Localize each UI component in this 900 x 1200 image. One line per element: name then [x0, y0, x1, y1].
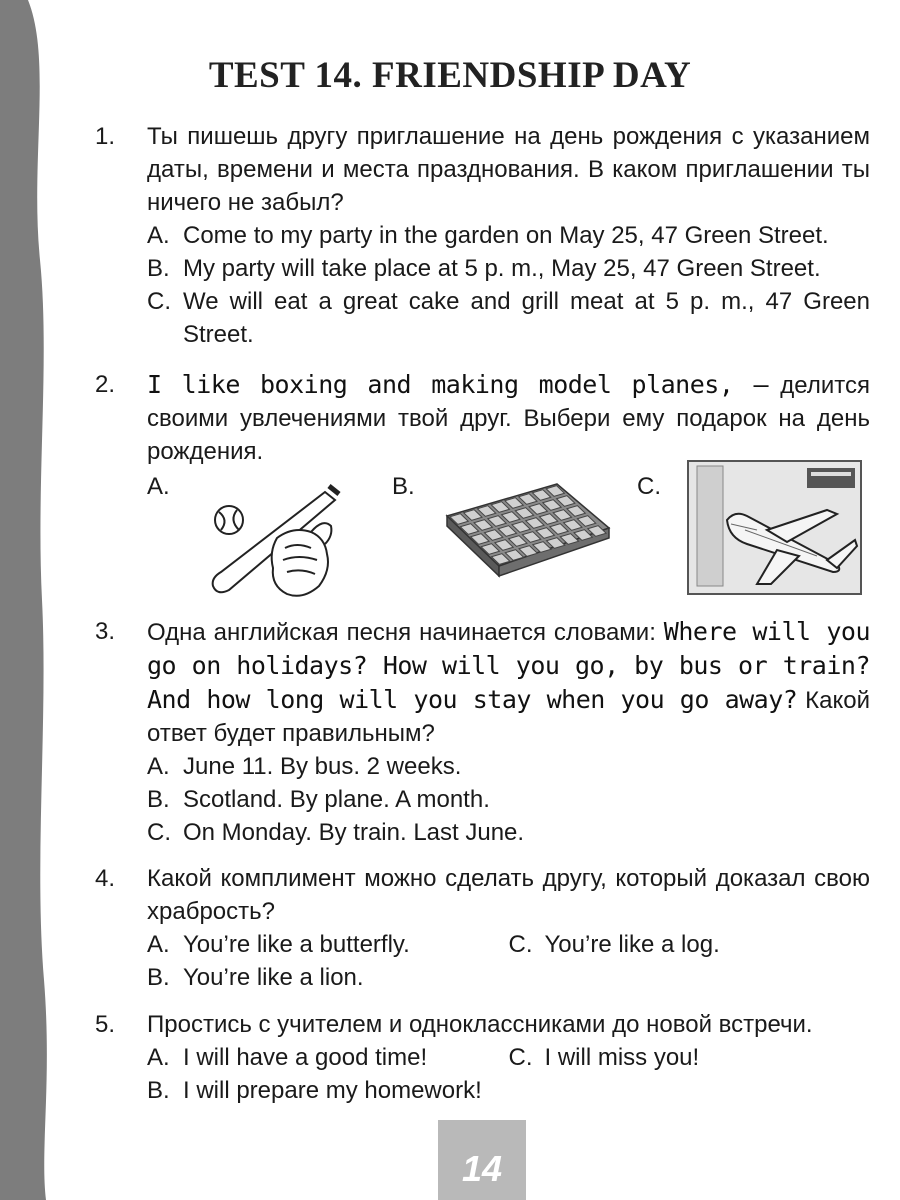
answer-option-c[interactable]	[147, 285, 870, 351]
side-band	[0, 0, 70, 1200]
model-plane-kit-image[interactable]	[687, 460, 862, 595]
page-title: TEST 14. FRIENDSHIP DAY	[208, 55, 692, 96]
question-text	[147, 615, 870, 750]
option-text: June 11. By bus. 2 weeks.	[183, 753, 462, 780]
option-text: You’re like a lion.	[183, 964, 364, 991]
question-number: 4.	[95, 865, 116, 892]
question-4	[95, 862, 870, 994]
question-text: Ты пишешь другу приглашение на день рождения с указанием даты, времени и места празднования. В каком приглашении ты ничего не забыл?	[147, 123, 870, 216]
answer-option-b[interactable]	[147, 961, 870, 994]
option-text: Scotland. By plane. A month.	[183, 786, 490, 813]
page-number: 14	[461, 1148, 503, 1189]
question-number: 2.	[95, 371, 116, 398]
page-number-box	[438, 1120, 526, 1200]
option-letter: B.	[147, 786, 170, 813]
option-letter: A.	[147, 753, 170, 780]
quote-text: I like boxing and making model planes, —	[147, 370, 769, 399]
question-number: 5.	[95, 1011, 116, 1038]
option-text: My party will take place at 5 p. m., May 25, 47 Green Street.	[183, 255, 821, 282]
answer-option-c[interactable]	[509, 1041, 871, 1074]
quote-text: Where will you go on holidays? How will you go, by bus or train? And how long will you stay when you go away?	[147, 617, 871, 714]
option-letter-b: B.	[392, 473, 415, 500]
question-text-after: Какой ответ будет правильным?	[147, 687, 870, 747]
answer-option-a[interactable]	[147, 750, 870, 783]
answer-option-c[interactable]	[509, 928, 871, 961]
chocolate-bar-image[interactable]	[437, 476, 617, 581]
option-letter: A.	[147, 931, 170, 958]
question-text-rest: делится своими увлечениями твой друг. Выбери ему подарок на день рождения.	[147, 372, 870, 465]
option-text: I will miss you!	[544, 1044, 700, 1071]
answer-option-c[interactable]	[147, 816, 870, 849]
question-number: 1.	[95, 123, 116, 150]
question-text: Простись с учителем и одноклассниками до новой встречи.	[147, 1011, 813, 1038]
answer-option-a[interactable]	[147, 1041, 509, 1074]
option-letter: C.	[147, 288, 171, 315]
option-letter: A.	[147, 1044, 170, 1071]
option-letter: B.	[147, 1077, 170, 1104]
answer-option-a[interactable]	[147, 928, 509, 961]
image-options	[147, 470, 870, 610]
option-letter: C.	[508, 931, 533, 958]
question-2	[95, 368, 870, 610]
option-letter-a: A.	[147, 473, 170, 500]
option-letter: C.	[147, 819, 171, 846]
answer-option-b[interactable]	[147, 1074, 870, 1107]
question-3	[95, 615, 870, 849]
option-text: You’re like a log.	[544, 931, 720, 958]
question-number: 3.	[95, 618, 116, 645]
option-letter: C.	[508, 1044, 533, 1071]
option-letter: B.	[147, 255, 170, 282]
baseball-bat-ball-glove-image[interactable]	[207, 478, 357, 603]
option-text: You’re like a butterfly.	[183, 931, 410, 958]
option-text: Come to my party in the garden on May 25, 47 Green Street.	[183, 222, 829, 249]
option-text: I will prepare my homework!	[183, 1077, 482, 1104]
question-1	[95, 120, 870, 351]
option-letter: A.	[147, 222, 170, 249]
option-text: We will eat a great cake and grill meat at 5 p. m., 47 Green Street.	[183, 288, 870, 348]
option-letter: B.	[147, 964, 170, 991]
question-text: Какой комплимент можно сделать другу, который доказал свою храбрость?	[147, 865, 870, 925]
question-5	[95, 1008, 870, 1107]
question-text-before: Одна английская песня начинается словами:	[147, 619, 664, 646]
option-text: On Monday. By train. Last June.	[183, 819, 525, 846]
option-letter-c: C.	[637, 473, 661, 500]
question-text	[147, 368, 870, 468]
answer-option-b[interactable]	[147, 252, 870, 285]
answer-option-a[interactable]	[147, 219, 870, 252]
option-text: I will have a good time!	[183, 1044, 428, 1071]
answer-option-b[interactable]	[147, 783, 870, 816]
